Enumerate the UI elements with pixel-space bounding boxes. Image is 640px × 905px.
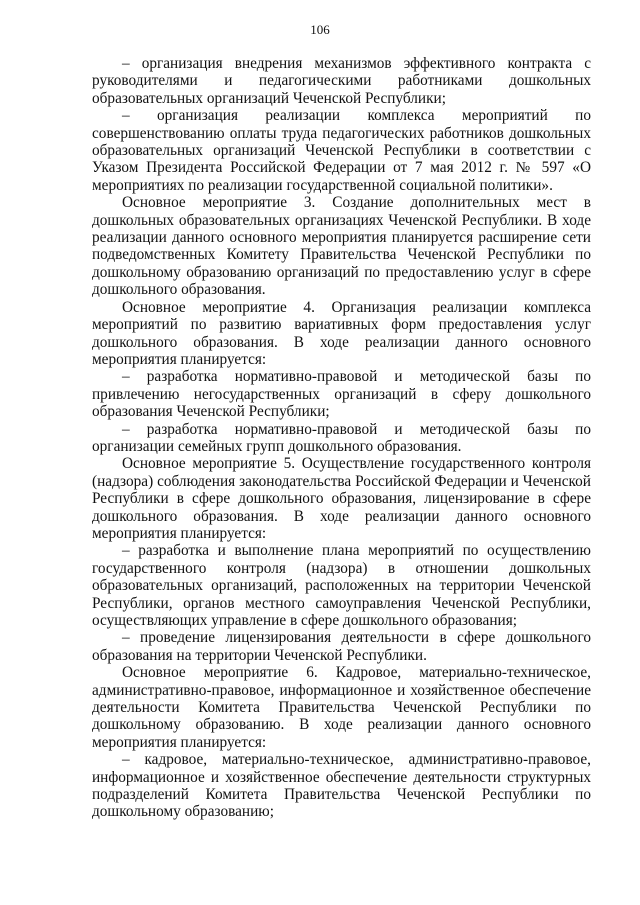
paragraph-main-activity-4: Основное мероприятие 4. Организация реализации комплекса мероприятий по развитию вариативных форм предоставления услуг дошкольного образования. В ходе реализации данного основного мероприятия планируется: <box>92 298 591 368</box>
paragraph-structural-support: – кадровое, материально-техническое, административно-правовое, информационное и хозяйственное обеспечение деятельности структурных подразделений Комитета Правительства Чеченской Республики по дошкольному образованию; <box>92 751 591 821</box>
paragraph-main-activity-6: Основное мероприятие 6. Кадровое, материально-техническое, административно-правовое, информационное и хозяйственное обеспечение деятельности Комитета Правительства Чеченской Республики по дошкольному образованию. В ходе реализации данного основного мероприятия планируется: <box>92 664 591 751</box>
paragraph-nongovernmental-framework: – разработка нормативно-правовой и методической базы по привлечению негосударственных организаций в сферу дошкольного образования Чеченской Республики; <box>92 368 591 421</box>
paragraph-licensing: – проведение лицензирования деятельности в сфере дошкольного образования на территории Чеченской Республики. <box>92 629 591 664</box>
document-body <box>92 55 591 821</box>
paragraph-family-groups-framework: – разработка нормативно-правовой и методической базы по организации семейных групп дошкольного образования. <box>92 420 591 455</box>
paragraph-control-plan: – разработка и выполнение плана мероприятий по осуществлению государственного контроля (надзора) в отношении дошкольных образовательных организаций, расположенных на территории Чеченской Республики, органов местного самоуправления Чеченской Республики, осуществляющих управление в сфере дошкольного образования; <box>92 542 591 629</box>
paragraph-pay-improvement: – организация реализации комплекса мероприятий по совершенствованию оплаты труда педагогических работников дошкольных образовательных организаций Чеченской Республики в соответствии с Указом Президента Российской Федерации от 7 мая 2012 г. № 597 «О мероприятиях по реализации государственной социальной политики». <box>92 107 591 194</box>
page-number: 106 <box>310 22 330 37</box>
paragraph-main-activity-5: Основное мероприятие 5. Осуществление государственного контроля (надзора) соблюдения законодательства Российской Федерации и Чеченской Республики в сфере дошкольного образования, лицензирование в сфере дошкольного образования. В ходе реализации данного основного мероприятия планируется: <box>92 455 591 542</box>
paragraph-contract-mechanisms: – организация внедрения механизмов эффективного контракта с руководителями и педагогическими работниками дошкольных образовательных организаций Чеченской Республики; <box>92 55 591 107</box>
paragraph-main-activity-3: Основное мероприятие 3. Создание дополнительных мест в дошкольных образовательных организациях Чеченской Республики. В ходе реализации данного основного мероприятия планируется расширение сети подведомственных Комитету Правительства Чеченской Республики по дошкольному образованию организаций по предоставлению услуг в сфере дошкольного образования. <box>92 194 591 299</box>
